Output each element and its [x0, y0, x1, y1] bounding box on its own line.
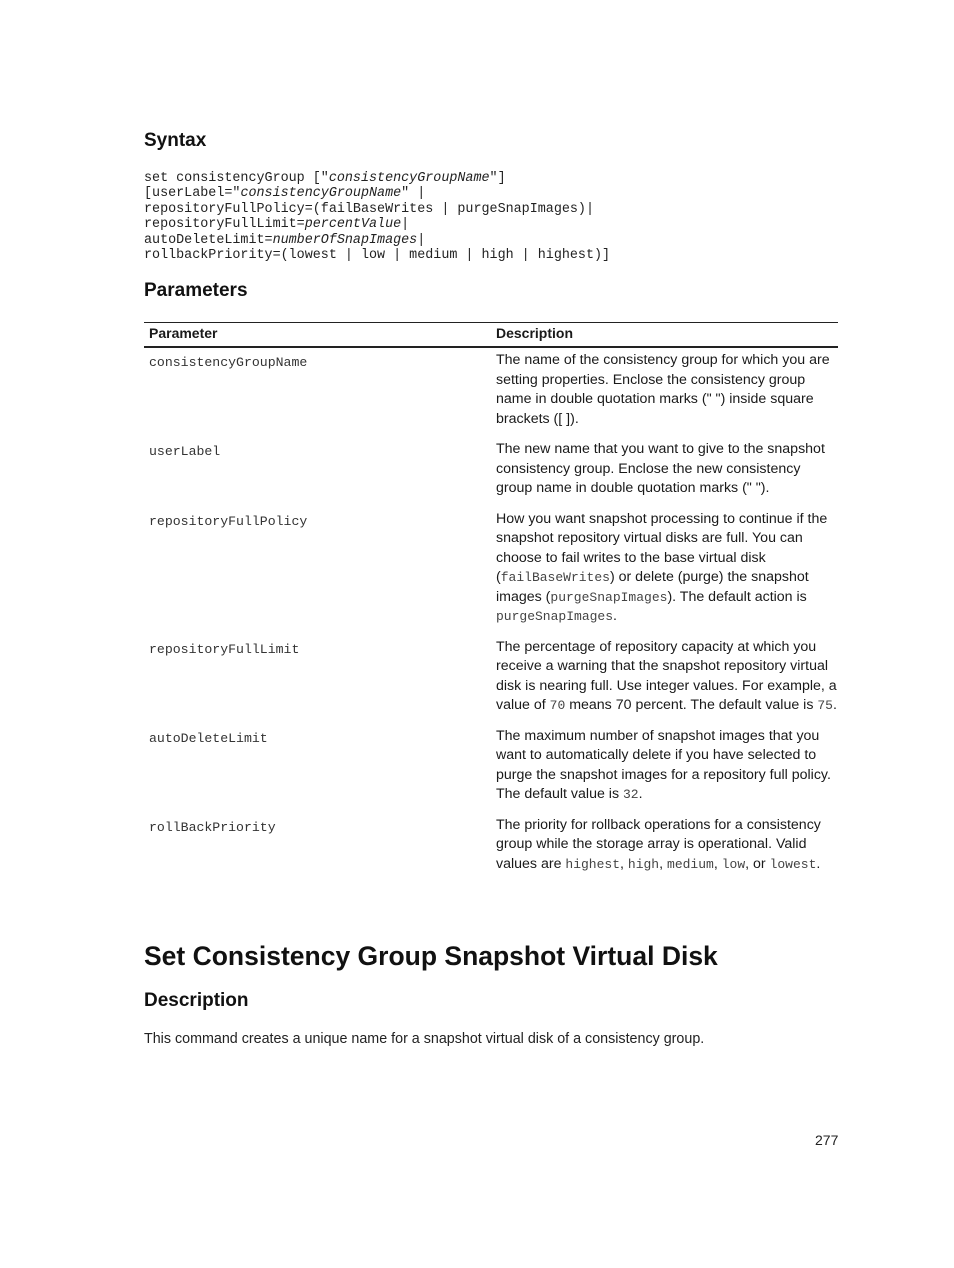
syntax-text: repositoryFullPolicy=(failBaseWrites | purgeSnapImages)|: [144, 201, 594, 217]
code-value: 70: [549, 698, 566, 713]
description-text-segment: , or: [745, 855, 770, 872]
syntax-placeholder: percentValue: [304, 217, 402, 233]
code-value: purgeSnapImages: [496, 609, 614, 624]
parameters-table: [144, 322, 838, 882]
syntax-code-block: [144, 171, 610, 263]
table-header-row: [144, 323, 838, 348]
description-text-segment: The priority for rollback operations for a consistency group while the storage array is operational. Valid values are: [496, 816, 821, 872]
description-text-segment: The new name that you want to give to the snapshot consistency group. Enclose the new consistency group name in double quotation marks (" ").: [496, 441, 825, 496]
description-heading: Description: [144, 990, 249, 1011]
parameter-name: repositoryFullPolicy: [149, 513, 308, 529]
description-text-segment: .: [816, 855, 821, 872]
code-value: purgeSnapImages: [550, 589, 668, 605]
parameter-description: [491, 635, 838, 724]
page-number: 277: [815, 1132, 839, 1148]
syntax-text: rollbackPriority=(lowest | low | medium | high | highest)]: [144, 248, 611, 264]
description-text-segment: means 70 percent. The default value is: [565, 697, 818, 713]
parameter-description: [491, 507, 838, 635]
table-row: [144, 507, 838, 635]
description-text-segment: The maximum number of snapshot images that you want to automatically delete if you have selected to purge the snapshot images for a repository full policy. The default value is: [496, 727, 831, 802]
parameter-description: [491, 437, 838, 507]
syntax-text: |: [401, 217, 410, 233]
parameter-description: [491, 724, 838, 813]
parameter-name: autoDeleteLimit: [149, 730, 268, 746]
table-row: [144, 724, 838, 813]
code-value: lowest: [769, 856, 817, 872]
description-text: This command creates a unique name for a snapshot virtual disk of a consistency group.: [144, 1031, 705, 1047]
description-text-segment: The percentage of repository capacity at which you receive a warning that the snapshot repository virtual disk is nearing full. Use integer values. For example, a value of: [496, 638, 837, 713]
code-value: failBaseWrites: [500, 570, 610, 585]
column-header-parameter: Parameter: [144, 323, 491, 348]
description-text-segment: ) or delete (purge) the snapshot images (: [496, 569, 809, 605]
parameter-name: repositoryFullLimit: [149, 641, 300, 657]
syntax-placeholder: numberOfSnapImages: [272, 232, 418, 248]
code-value: medium: [667, 856, 714, 872]
syntax-placeholder: consistencyGroupName: [328, 171, 490, 186]
syntax-placeholder: consistencyGroupName: [240, 186, 402, 202]
parameters-table-body: [144, 347, 838, 882]
syntax-text: repositoryFullLimit=: [144, 217, 305, 233]
table-row: [144, 347, 838, 437]
description-text-segment: ,: [659, 855, 668, 872]
table-row: [144, 635, 838, 724]
syntax-text: "]: [489, 171, 506, 186]
description-text-segment: .: [638, 786, 643, 802]
code-value: 75: [817, 698, 833, 713]
syntax-text: set consistencyGroup [": [144, 171, 329, 186]
table-row: [144, 437, 838, 507]
syntax-text: " |: [401, 186, 426, 202]
code-value: low: [721, 856, 746, 872]
code-value: 32: [622, 787, 639, 802]
parameter-description: [491, 347, 838, 437]
description-text-segment: .: [832, 697, 837, 713]
syntax-text: autoDeleteLimit=: [144, 232, 273, 248]
description-text-segment: ,: [620, 855, 628, 872]
description-text-segment: .: [613, 608, 617, 624]
description-text-segment: How you want snapshot processing to continue if the snapshot repository virtual disks are full. You can choose to fail writes to the base virtual disk (: [496, 510, 828, 585]
code-value: high: [627, 856, 660, 872]
column-header-description: Description: [491, 323, 838, 348]
syntax-text: |: [417, 232, 426, 248]
syntax-text: [userLabel=": [144, 186, 241, 202]
description-text-segment: ,: [713, 855, 722, 872]
description-text-segment: The name of the consistency group for which you are setting properties. Enclose the consistency group name in double quotation marks (" ") inside square brackets ([ ]).: [496, 352, 830, 427]
parameter-description: [491, 813, 838, 883]
parameter-name: rollBackPriority: [149, 819, 276, 835]
parameter-name: userLabel: [149, 444, 221, 459]
table-row: [144, 813, 838, 883]
parameters-heading: Parameters: [144, 280, 248, 301]
section-title: Set Consistency Group Snapshot Virtual Disk: [144, 941, 718, 971]
parameter-name: consistencyGroupName: [149, 355, 308, 370]
syntax-heading: Syntax: [144, 130, 207, 151]
code-value: highest: [565, 856, 621, 872]
description-text-segment: ). The default action is: [667, 588, 807, 605]
